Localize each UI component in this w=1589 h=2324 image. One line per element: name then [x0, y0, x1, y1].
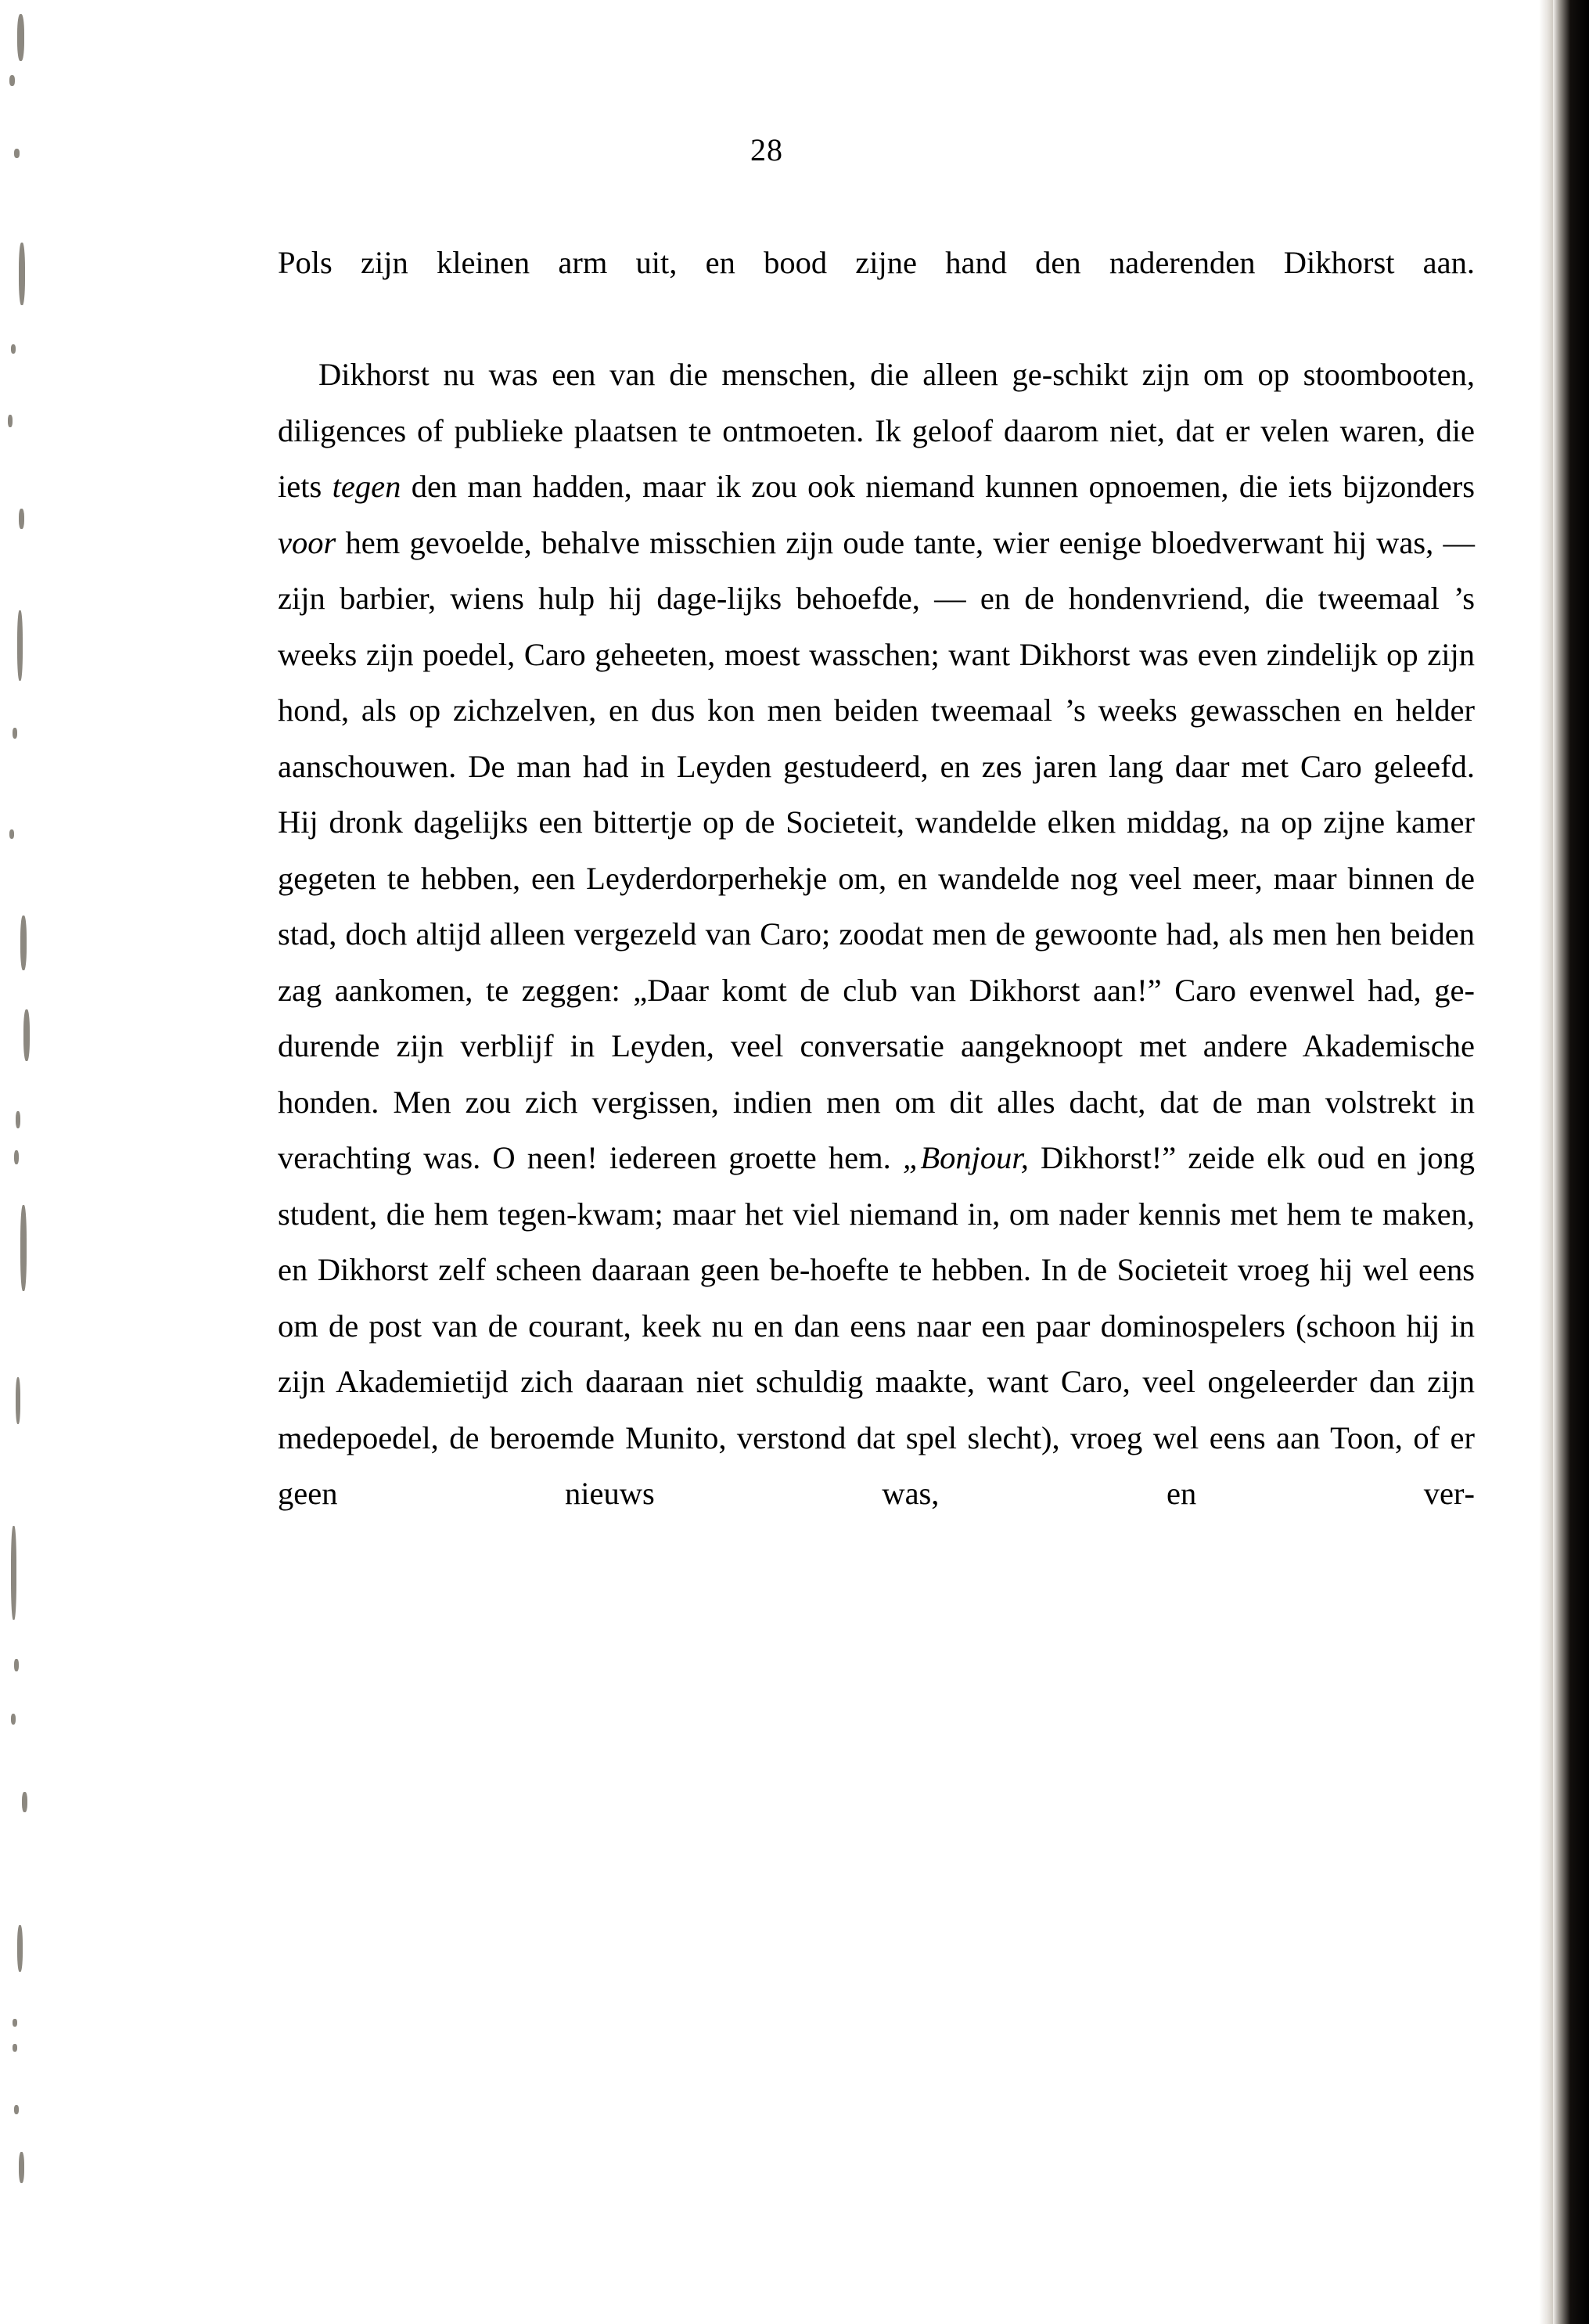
paragraph: [278, 347, 1475, 1578]
emphasis: voor: [278, 524, 336, 560]
page-number: 28: [750, 132, 783, 167]
emphasis: „Bonjour,: [902, 1140, 1029, 1175]
text-run: hem gevoelde, behalve misschien zijn oude tante, wier eenige bloedverwant hij was, — zijn barbier, wiens hulp hij dage‐lijks behoefde, — en de hondenvriend, die tweemaal ’s weeks zijn poedel, Caro geheeten, moest wasschen; want Dikhorst was even zindelijk op zijn hond, als op zichzelven, en dus kon men beiden tweemaal ’s weeks gewasschen en helder aanschouwen. De man had in Leyden gestudeerd, en zes jaren lang daar met Caro geleefd. Hij dronk dagelijks een bittertje op de Societeit, wandelde elken middag, na op zijne kamer gegeten te hebben, een Leyderdorperhekje om, en wandelde nog veel meer, maar binnen de stad, doch altijd alleen vergezeld van Caro; zoodat men de gewoonte had, als men hen beiden zag aankomen, te zeggen: „Daar komt de club van Dikhorst aan!” Caro evenwel had, ge‐durende zijn verblijf in Leyden, veel conversatie aangeknoopt met andere Akademische honden. Men zou zich vergissen, indien men om dit alles dacht, dat de man volstrekt in verachting was. O neen! iedereen groette hem.: [278, 524, 1475, 1175]
text-run: Pols zijn kleinen arm uit, en bood zijne hand den naderenden Dikhorst aan.: [278, 245, 1475, 280]
emphasis: tegen: [332, 469, 401, 504]
text-run: Dikhorst!” zeide elk oud en jong student, die hem tegen‐kwam; maar het viel niemand in, om nader kennis met hem te maken, en Dikhorst zelf scheen daaraan geen be‐hoefte te hebben. In de Societeit vroeg hij wel eens om de post van de courant, keek nu en dan eens naar een paar dominospelers (schoon hij in zijn Akademietijd zich daaraan niet schuldig maakte, want Caro, veel ongeleerder dan zijn medepoedel, de beroemde Munito, verstond dat spel slecht), vroeg wel eens aan Toon, of er geen nieuws was, en ver‐: [278, 1140, 1475, 1511]
body-text: [278, 235, 1475, 1578]
paragraph: [278, 235, 1475, 347]
text-run: den man hadden, maar ik zou ook niemand kunnen opnoemen, die iets bijzonders: [401, 469, 1475, 504]
text-run: Dikhorst nu was een van die menschen, die alleen ge‐schikt zijn om op stoombooten, diligences of publieke plaatsen te ontmoeten. Ik geloof daarom niet, dat er velen waren, die iets: [278, 357, 1475, 504]
scan-right-dark-edge: [1553, 0, 1589, 2324]
page-edge-shadow: [1539, 0, 1553, 2324]
